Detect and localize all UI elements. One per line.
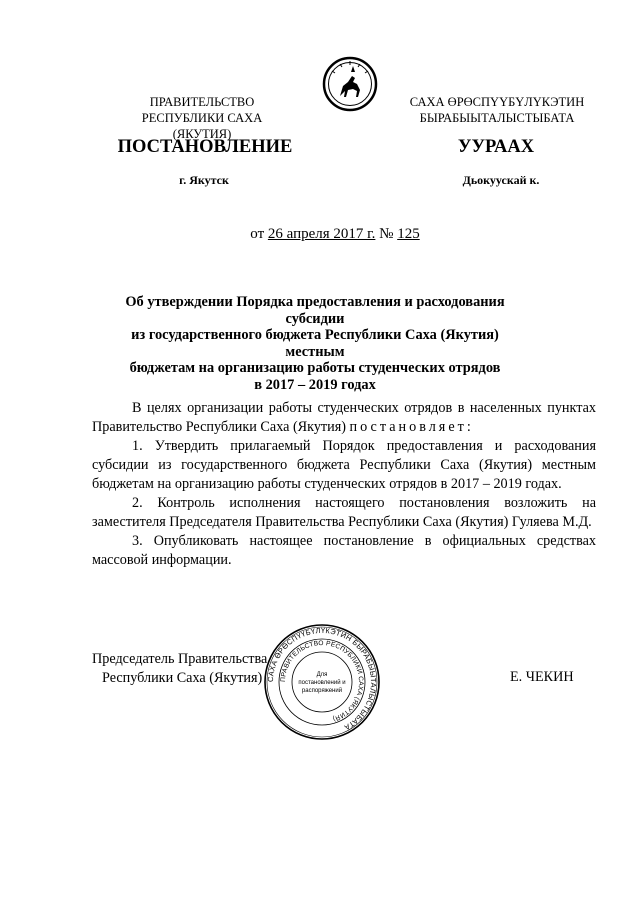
place-yakut: Дьокуускай к. xyxy=(462,173,540,187)
date-prefix: от xyxy=(250,226,268,242)
document-date: 26 апреля 2017 г. xyxy=(267,226,376,242)
signatory-name: Е. ЧЕКИН xyxy=(510,669,574,685)
signatory-position xyxy=(92,650,267,688)
header-right-line1: САХА ӨРӨСПҮҮБҮЛҮКЭТИН xyxy=(409,95,585,109)
doc-type-russian: ПОСТАНОВЛЕНИЕ xyxy=(117,137,293,157)
document-body xyxy=(92,399,596,570)
stamp-outer-text: САХА ӨРӨСПҮҮБҮЛҮКЭТИН БЫРАБЫЫТАЛЫСТЫБАТА xyxy=(265,625,379,733)
item-3: 3. Опубликовать настоящее постановление в официальных средствах массовой информации. xyxy=(92,533,596,568)
document-title xyxy=(100,294,530,393)
header-right-line2: БЫРАБЫЫТАЛЫСТЫБАТА xyxy=(419,111,575,125)
official-stamp xyxy=(262,622,382,742)
stamp-center-line: распоряжений xyxy=(301,688,343,694)
stamp-inner-text: ПРАВИТЕЛЬСТВО РЕСПУБЛИКИ САХА (ЯКУТИЯ) xyxy=(279,639,365,723)
title-line: Об утверждении Порядка предоставления и расходования субсидии xyxy=(125,294,505,327)
item-2: 2. Контроль исполнения настоящего постановления возложить на заместителя Председателя Правительства Республики Саха (Якутия) Гуляева М.Д. xyxy=(92,495,596,530)
stamp-center-line: Для xyxy=(316,672,328,678)
intro-text: В целях организации работы студенческих отрядов в населенных пунктах Правительство Республики Саха (Якутия) xyxy=(92,400,596,435)
decree-word: постановляет: xyxy=(349,419,474,435)
doc-type-yakut: УУРААХ xyxy=(457,137,535,157)
header-right xyxy=(392,94,602,126)
header-left xyxy=(112,94,292,142)
header-left-line1: ПРАВИТЕЛЬСТВО xyxy=(149,95,255,109)
title-line: в 2017 – 2019 годах xyxy=(254,376,376,393)
header-left-line2: РЕСПУБЛИКИ САХА (ЯКУТИЯ) xyxy=(141,111,263,141)
stamp-center-line: постановлений и xyxy=(298,680,346,686)
title-line: бюджетам на организацию работы студенческих отрядов xyxy=(129,360,501,376)
title-line: из государственного бюджета Республики Саха (Якутия) местным xyxy=(131,327,499,360)
intro-paragraph xyxy=(92,399,596,437)
document-number: 125 xyxy=(397,226,420,242)
number-prefix: № xyxy=(375,226,398,242)
signatory-position-line1: Председатель Правительства xyxy=(92,651,268,667)
coat-of-arms-emblem xyxy=(322,56,378,112)
date-number-line xyxy=(0,226,640,243)
item-1: 1. Утвердить прилагаемый Порядок предоставления и расходования субсидии из государственного бюджета Республики Саха (Якутия) местным бюджетам на организацию работы студенческих отрядов в 2017 – 2019 годах. xyxy=(92,438,596,492)
signatory-position-line2: Республики Саха (Якутия) xyxy=(102,670,263,686)
place-russian: г. Якутск xyxy=(179,173,229,187)
